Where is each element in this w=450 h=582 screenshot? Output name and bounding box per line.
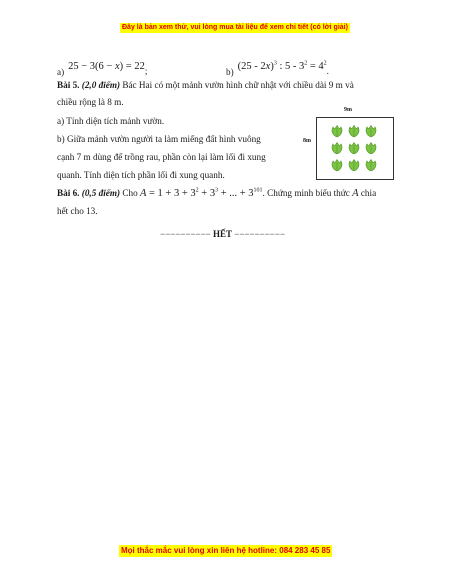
end-marker-word: HẾT bbox=[213, 229, 233, 239]
equation-a-label: a) bbox=[57, 67, 65, 77]
cabbage-icon bbox=[364, 141, 378, 155]
equation-b-label: b) bbox=[226, 67, 234, 77]
garden-height-label: 8m bbox=[303, 138, 311, 144]
bai5-part-b-3: quanh. Tính diện tích phần lối đi xung quanh. bbox=[57, 170, 225, 180]
end-marker: −−−−−−−−−− HẾT −−−−−−−−−− bbox=[160, 229, 286, 239]
bai5-points: (2,0 điểm) bbox=[81, 80, 121, 90]
cabbage-icon bbox=[347, 124, 361, 138]
bai5-part-b-2: cạnh 7 m dùng để trồng rau, phần còn lại làm lối đi xung bbox=[57, 152, 266, 162]
cabbage-icon bbox=[330, 141, 344, 155]
bai6-expression: $A = 1 + 3 + 3^2 + 3^3$ + ... + $3^{101}$ bbox=[139, 187, 263, 199]
cabbage-icon bbox=[347, 141, 361, 155]
cabbage-icon bbox=[347, 158, 361, 172]
bai6-line1: Bài 6. (0,5 điểm) Cho $A = 1 + 3 + 3^2 + 3^3$ + ... + $3^{101}$. Chứng minh biểu thức A chia bbox=[57, 187, 377, 199]
equation-a: $_{a)}$ $25 - 3(6 - x) = 22_;$ bbox=[57, 61, 148, 77]
garden-width-label: 9m bbox=[344, 107, 352, 113]
equation-b-expr: (25 - 2x)$^3$ : $5 - 3^2 = 4^2$ bbox=[237, 60, 327, 72]
bai6-points: (0,5 điểm) bbox=[81, 188, 121, 198]
footer-banner: Mọi thắc mắc vui lòng xin liên hệ hotline: 084 283 45 85 bbox=[121, 546, 331, 555]
cabbage-icon bbox=[330, 124, 344, 138]
bai6-line2: hết cho 13. bbox=[57, 206, 98, 216]
bai6-title: Bài 6. bbox=[57, 188, 80, 198]
bai5-part-b-1: b) Giữa mảnh vườn người ta làm miếng đất hình vuông bbox=[57, 134, 261, 144]
header-banner: Đây là bản xem thử, vui lòng mua tài liệu để xem chi tiết (có lời giải) bbox=[120, 23, 350, 33]
bai5-title: Bài 5. bbox=[57, 80, 80, 90]
cabbage-icon bbox=[364, 124, 378, 138]
equation-a-expr: 25 − 3(6 − x) = 22 bbox=[68, 61, 145, 72]
bai5-line2: chiều rộng là 8 m. bbox=[57, 97, 124, 107]
vegetable-grid bbox=[330, 124, 378, 172]
cabbage-icon bbox=[330, 158, 344, 172]
equation-b: $_{b)}$ (25 - 2x)$^3$ : $5 - 3^2 = 4^2_.$ bbox=[226, 60, 329, 77]
cabbage-icon bbox=[364, 158, 378, 172]
bai5-line1: Bài 5. (2,0 điểm) Bác Hai có một mảnh vườn hình chữ nhật với chiều dài 9 m và bbox=[57, 80, 354, 90]
bai5-part-a: a) Tính diện tích mảnh vườn. bbox=[57, 116, 165, 126]
